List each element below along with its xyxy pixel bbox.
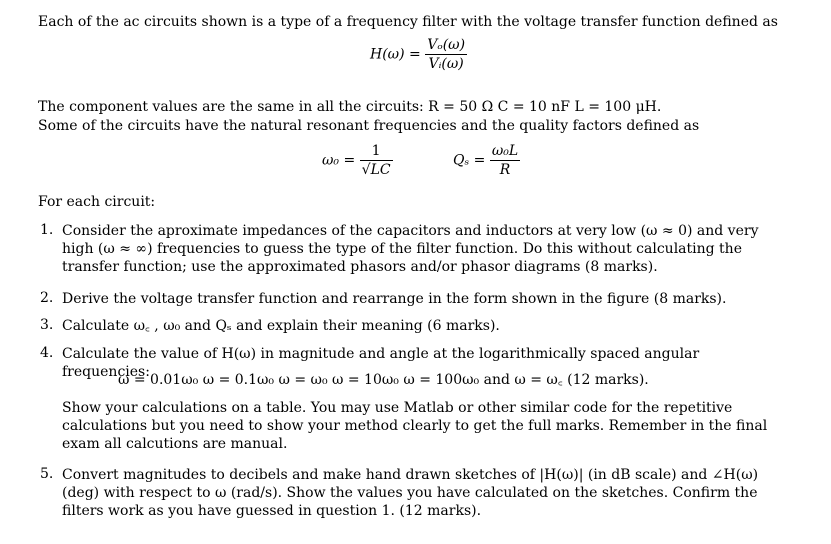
item-2-text: Derive the voltage transfer function and rearrange in the form shown in the figure (8 marks).: [62, 291, 727, 307]
item-3-number: 3.: [40, 317, 54, 333]
omega0-lhs: ω₀ =: [322, 152, 356, 169]
q-lhs: Qₛ =: [453, 152, 486, 169]
item-5-number: 5.: [40, 466, 54, 482]
omega0-denominator: √LC: [361, 162, 391, 178]
component-values-text: The component values are the same in all the circuits: R = 50 Ω C = 10 nF L = 100 μH.: [38, 99, 662, 115]
item-1-text: Consider the aproximate impedances of the capacitors and inductors at very low (ω ≈ 0) and very high (ω ≈ ∞) frequencies to guess the type of the filter function. Do this without calculating the transfer function; use the approximated phasors and/or phasor diagrams (8 marks).: [62, 223, 759, 275]
item-3-text: Calculate ω꜀ , ω₀ and Qₛ and explain their meaning (6 marks).: [62, 318, 500, 334]
omega0-numerator: 1: [360, 142, 393, 161]
transfer-numerator: Vₒ(ω): [427, 37, 466, 53]
table-note-text: Show your calculations on a table. You may use Matlab or other similar code for the repetitive calculations but you need to show your method clearly to get the full marks. Remember in the final exam all calcutions are manual.: [62, 400, 768, 452]
transfer-fraction: [425, 36, 467, 73]
item-2-number: 2.: [40, 290, 54, 306]
item-5-text: Convert magnitudes to decibels and make hand drawn sketches of |H(ω)| (in dB scale) and ∠H(ω) (deg) with respect to ω (rad/s). Show the values you have calculated on the sketches. Confirm the filters work as you have guessed in question 1. (12 marks).: [62, 467, 759, 519]
quality-factor-equation: [453, 142, 520, 179]
item-4-number: 4.: [40, 345, 54, 361]
q-denominator: R: [499, 162, 511, 178]
transfer-denominator: Vᵢ(ω): [428, 56, 464, 72]
for-each-circuit-heading: For each circuit:: [38, 194, 156, 210]
item-4-text: Calculate the value of H(ω) in magnitude and angle at the logarithmically spaced angular frequencies:: [62, 346, 700, 380]
q-fraction: [490, 142, 520, 179]
transfer-function-equation: [370, 36, 467, 73]
omega0-fraction: [360, 142, 393, 179]
natural-frequency-text: Some of the circuits have the natural resonant frequencies and the quality factors defined as: [38, 118, 700, 134]
intro-text: Each of the ac circuits shown is a type of a frequency filter with the voltage transfer function defined as: [38, 14, 778, 30]
frequency-list: ω = 0.01ω₀ ω = 0.1ω₀ ω = ω₀ ω = 10ω₀ ω = 100ω₀ and ω = ω꜀ (12 marks).: [118, 372, 649, 388]
item-1-number: 1.: [40, 222, 54, 238]
q-numerator: ω₀L: [491, 143, 519, 159]
omega0-equation: [322, 142, 393, 179]
transfer-lhs: H(ω) =: [370, 46, 421, 63]
